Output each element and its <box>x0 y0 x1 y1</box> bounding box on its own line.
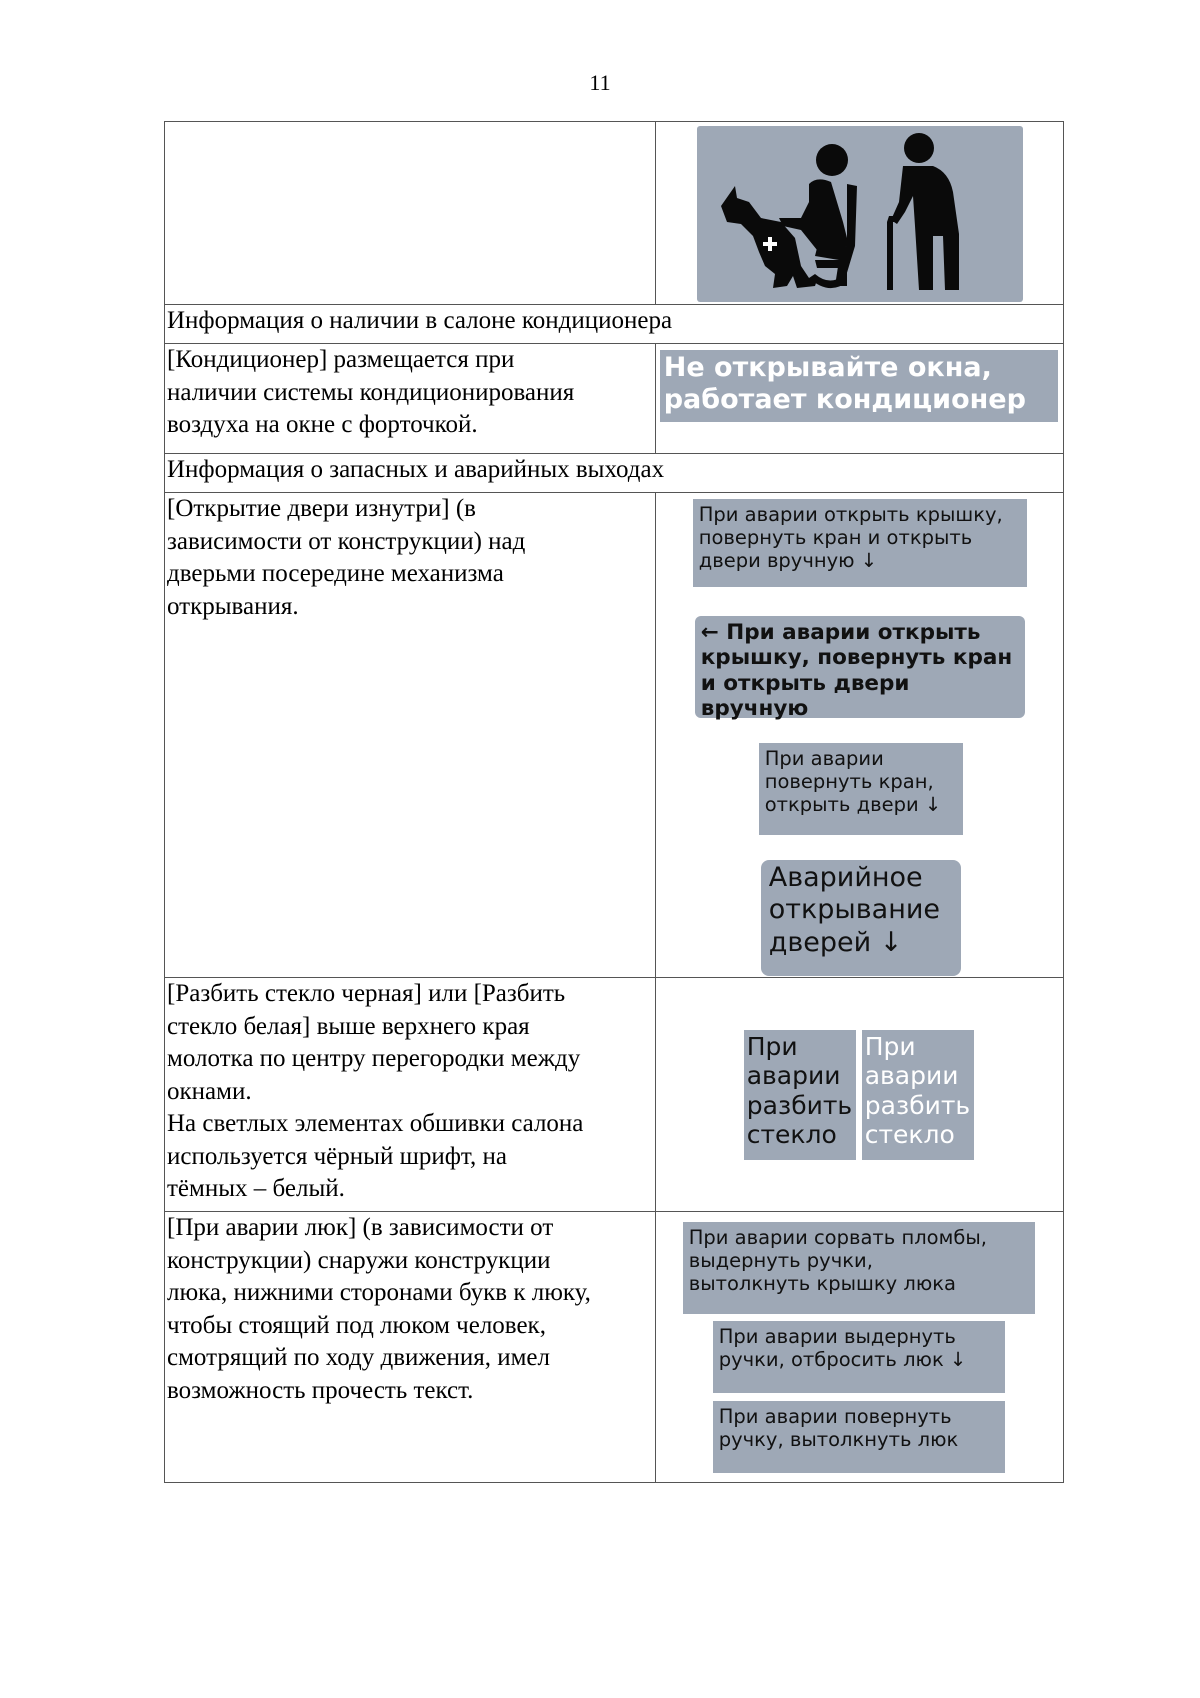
hatch-description: [При аварии люк] (в зависимости от конструкции) снаружи конструкции люка, нижними сторонами букв к люку, чтобы стоящий под люком человек, смотрящий по ходу движения, имел возможность прочесть текст. <box>165 1212 656 1483</box>
door-sign-4: Аварийное открывание дверей ↓ <box>761 860 961 976</box>
door-sign-1: При аварии открыть крышку, повернуть кран и открыть двери вручную ↓ <box>693 499 1027 587</box>
table-row-pictogram <box>165 122 1064 305</box>
glass-description: [Разбить стекло черная] или [Разбить стекло белая] выше верхнего края молотка по центру перегородки между окнами. На светлых элементах обшивки салона используется чёрный шрифт, на тёмных – белый. <box>165 978 656 1212</box>
table-row-ac <box>165 344 1064 454</box>
pictogram-description-cell <box>165 122 656 305</box>
break-glass-sign-black: При аварии разбить стекло <box>744 1030 856 1160</box>
ac-sign-cell <box>655 344 1063 454</box>
door-sign-2: ← При аварии открыть крышку, повернуть кран и открыть двери вручную <box>695 616 1025 718</box>
door-signs-cell <box>655 493 1063 978</box>
ac-sign: Не открывайте окна, работает кондиционер <box>660 350 1058 422</box>
exits-section-title: Информация о запасных и аварийных выходах <box>165 454 1064 493</box>
door-description: [Открытие двери изнутри] (в зависимости от конструкции) над дверьми посередине механизма открывания. <box>165 493 656 978</box>
glass-signs-cell <box>655 978 1063 1212</box>
priority-seating-icon <box>697 126 1023 302</box>
page-number: 11 <box>589 70 611 95</box>
door-sign-3: При аварии повернуть кран, открыть двери ↓ <box>759 743 963 835</box>
priority-seating-svg <box>697 126 1023 302</box>
table-row-ac-heading <box>165 305 1064 344</box>
hatch-sign-3: При аварии повернуть ручку, вытолкнуть люк <box>713 1401 1005 1473</box>
table-row-exits-heading <box>165 454 1064 493</box>
break-glass-sign-white: При аварии разбить стекло <box>862 1030 974 1160</box>
table-row-door <box>165 493 1064 978</box>
ac-description: [Кондиционер] размещается при наличии системы кондиционирования воздуха на окне с форточкой. <box>165 344 656 454</box>
table-row-hatch <box>165 1212 1064 1483</box>
hatch-signs-cell <box>655 1212 1063 1483</box>
hatch-sign-1: При аварии сорвать пломбы, выдернуть ручки, вытолкнуть крышку люка <box>683 1222 1035 1314</box>
signage-table <box>164 121 1064 1483</box>
pictogram-cell <box>655 122 1063 305</box>
hatch-sign-2: При аварии выдернуть ручки, отбросить люк ↓ <box>713 1321 1005 1393</box>
table-row-glass <box>165 978 1064 1212</box>
ac-section-title: Информация о наличии в салоне кондиционера <box>165 305 1064 344</box>
